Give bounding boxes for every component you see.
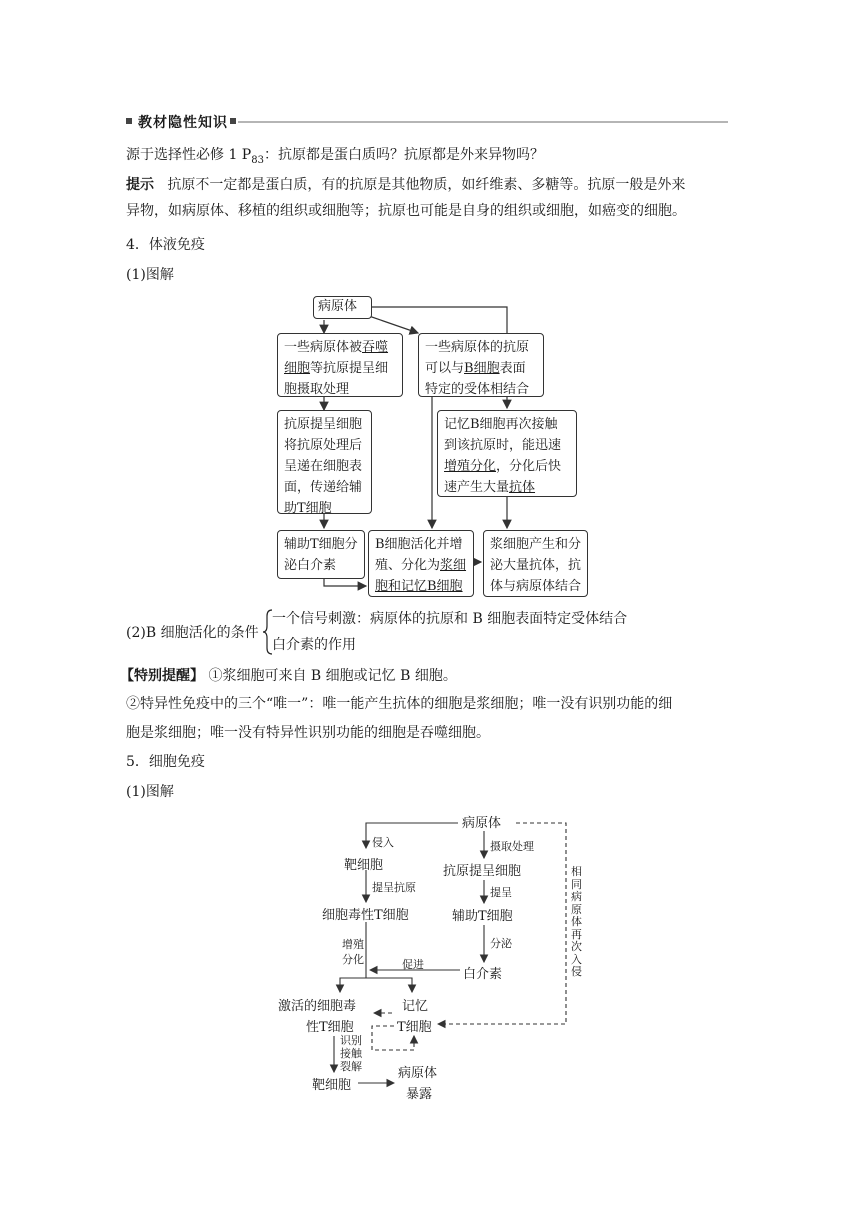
- label-reinvade: [571, 866, 583, 979]
- source-tail: ：抗原都是蛋白质吗？抗原都是外来异物吗？: [263, 147, 544, 163]
- reinvade-char: 次: [571, 940, 582, 953]
- label-promote: 促进: [402, 958, 424, 971]
- cell-il: 白介素: [463, 967, 503, 982]
- recog-2: 接触: [340, 1047, 362, 1060]
- box-d-underline: 抗体: [509, 480, 536, 495]
- box-d-text: 到该抗原时，能迅速: [444, 438, 562, 453]
- box-d-text: ，分化后快: [496, 459, 562, 474]
- reinvade-char: 相: [571, 865, 582, 878]
- exposed-2: 暴露: [406, 1087, 433, 1102]
- reminder-label: 【特别提醒】: [120, 668, 204, 684]
- reinvade-char: 病: [571, 890, 582, 903]
- reminder-line3: 胞是浆细胞；唯一没有特异性识别功能的细胞是吞噬细胞。: [126, 725, 490, 741]
- box-c-text: 面，传递给辅: [284, 480, 363, 495]
- hint-line1: 抗原不一定都是蛋白质，有的抗原是其他物质，如纤维素、多糖等。抗原一般是外来: [167, 177, 686, 193]
- reinvade-char: 侵: [571, 965, 582, 978]
- label-invade: 侵入: [372, 836, 394, 849]
- box-b-text: 一些病原体的抗原: [425, 340, 530, 355]
- box-f-underline: 浆细: [440, 558, 467, 573]
- pathogen-box: 病原体: [313, 296, 372, 319]
- cell-activated-1: 激活的细胞毒: [278, 999, 357, 1014]
- box-a-text: 胞摄取处理: [284, 382, 350, 397]
- box-d-underline: 增殖分化: [444, 459, 497, 474]
- label-present: 提呈: [490, 886, 512, 899]
- label-prolif: 增殖: [342, 938, 364, 951]
- recog-1: 识别: [340, 1034, 362, 1047]
- box-b-text: 可以与: [425, 361, 465, 376]
- label-diff: 分化: [342, 953, 364, 966]
- reinvade-char: 原: [571, 902, 582, 916]
- exposed-1: 病原体: [398, 1066, 438, 1081]
- reinvade-char: 同: [571, 877, 582, 891]
- box-a-text: 等抗原提呈细: [310, 361, 389, 376]
- reinvade-char: 再: [571, 927, 582, 941]
- cell-memory-2: T细胞: [397, 1020, 432, 1035]
- box-f-text: 殖、分化为: [375, 558, 441, 573]
- cell-pathogen: 病原体: [462, 816, 502, 831]
- b-activation-conditions-label: (2)B 细胞活化的条件: [126, 625, 259, 641]
- box-a-underline: 吞噬: [362, 340, 389, 355]
- label-uptake: 摄取处理: [490, 840, 534, 853]
- hint-label: 提示: [126, 177, 154, 193]
- box-b-text: 特定的受体相结合: [425, 382, 530, 397]
- box-f-underline: 胞和记忆B细胞: [375, 579, 463, 594]
- box-a-underline: 细胞: [284, 361, 311, 376]
- reinvade-char: 体: [571, 915, 582, 928]
- box-c-text: 将抗原处理后: [284, 438, 363, 453]
- cell-target: 靶细胞: [344, 858, 384, 873]
- cell-memory-1: 记忆: [402, 999, 429, 1014]
- reminder-text1: ①浆细胞可来自 B 细胞或记忆 B 细胞。: [208, 668, 457, 684]
- cell-cytotoxic-t: 细胞毒性T细胞: [322, 908, 409, 923]
- label-secrete: 分泌: [490, 937, 512, 950]
- hint-line2: 异物，如病原体、移植的组织或细胞等；抗原也可能是自身的组织或细胞，如癌变的细胞。: [126, 203, 686, 219]
- cell-helper-t: 辅助T细胞: [452, 909, 513, 924]
- box-b-text: 表面: [499, 361, 526, 376]
- box-d-text: 记忆B细胞再次接触: [444, 417, 558, 432]
- label-present-antigen: 提呈抗原: [372, 881, 416, 894]
- condition-2: 白介素的作用: [272, 637, 356, 653]
- subheading-diagram-2: (1)图解: [126, 784, 174, 800]
- recog-3: 裂解: [340, 1060, 362, 1073]
- condition-1: 一个信号刺激：病原体的抗原和 B 细胞表面特定受体结合: [272, 611, 628, 627]
- label-recognize: [340, 1034, 362, 1073]
- source-sub: 83: [251, 154, 264, 166]
- section-title: 教材隐性知识: [138, 115, 228, 131]
- heading-humoral: 4．体液免疫: [126, 237, 205, 253]
- subheading-diagram: (1)图解: [126, 267, 174, 283]
- cell-target-2: 靶细胞: [312, 1078, 352, 1093]
- box-e-text: 泌白介素: [284, 558, 337, 573]
- heading-cellular: 5．细胞免疫: [126, 754, 205, 770]
- box-e-text: 辅助T细胞分: [284, 537, 358, 552]
- box-g-text: 泌大量抗体，抗: [490, 558, 582, 573]
- box-c-text: 助T细胞: [284, 501, 332, 516]
- cell-apc: 抗原提呈细胞: [443, 864, 522, 879]
- box-c-text: 抗原提呈细胞: [284, 417, 363, 432]
- box-f-text: B细胞活化并增: [375, 537, 463, 552]
- box-d-text: 速产生大量: [444, 480, 510, 495]
- box-g-text: 浆细胞产生和分: [490, 537, 582, 552]
- cell-activated-2: 性T细胞: [306, 1020, 354, 1035]
- box-g-text: 体与病原体结合: [490, 579, 582, 594]
- source-text: 源于选择性必修 1 P: [126, 147, 252, 163]
- reminder-line2: ②特异性免疫中的三个“唯一”：唯一能产生抗体的细胞是浆细胞；唯一没有识别功能的细: [126, 696, 673, 712]
- box-b-underline: B细胞: [464, 361, 500, 376]
- reinvade-char: 入: [571, 952, 582, 966]
- box-c-text: 呈递在细胞表: [284, 459, 363, 474]
- box-a-text: 一些病原体被: [284, 340, 363, 355]
